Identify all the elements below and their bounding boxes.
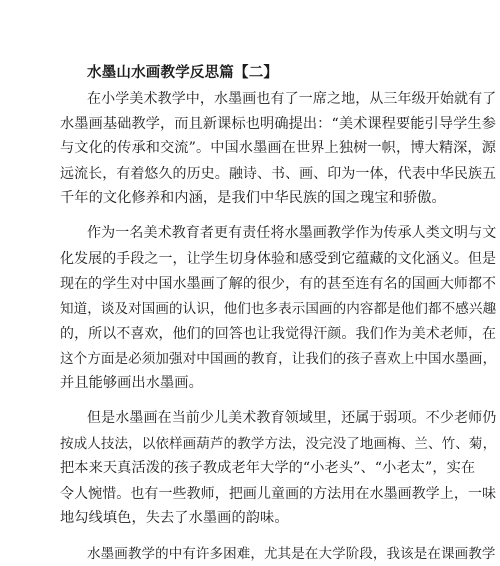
paragraph-2-line-2: 化发展的手段之一，让学生切身体验和感受到它蕴藏的文化涵义。但是 [60,251,497,268]
paragraph-1-line-1: 在小学美术教学中，水墨画也有了一席之地，从三年级开始就有了 [87,90,497,107]
paragraph-2-line-6: 这个方面是必须加强对中国画的教育，让我们的孩子喜欢上中国水墨画， [60,351,497,368]
paragraph-1-line-4: 远流长，有着悠久的历史。融诗、书、画、印为一体，代表中华民族五 [60,166,497,183]
paragraph-2-line-5: 的，所以不喜欢，他们的回答也让我觉得汗颜。我们作为美术老师，在 [60,326,497,343]
paragraph-1-line-2: 水墨画基础教学，而且新课标也明确提出：“美术课程要能引导学生参 [60,115,496,132]
paragraph-3-line-2: 按成人技法，以依样画葫芦的教学方法，没完没了地画梅、兰、竹、菊， [60,436,497,453]
paragraph-3-line-1: 但是水墨画在当前少儿美术教育领域里，还属于弱项。不少老师仍 [87,410,497,427]
paragraph-1-line-5: 千年的文化修养和内涵，是我们中华民族的国之瑰宝和骄傲。 [60,190,446,207]
paragraph-3-line-3: 把本来天真活泼的孩子教成老年大学的“小老头”、“小老太”，实在 [60,459,476,476]
paragraph-3-line-4: 令人惋惜。也有一些教师，把画儿童画的方法用在水墨画教学上，一味 [60,485,497,502]
document-title: 水墨山水画教学反思篇【二】 [87,64,279,81]
paragraph-3-line-5: 地勾线填色，失去了水墨画的韵味。 [60,509,289,526]
paragraph-1-line-3: 与文化的传承和交流”。中国水墨画在世界上独树一帜，博大精深，源 [60,140,496,157]
paragraph-2-line-3: 现在的学生对中国水墨画了解的很少，有的甚至连有名的国画大师都不 [60,276,497,293]
paragraph-2-line-7: 并且能够画出水墨画。 [60,374,203,391]
paragraph-2-line-1: 作为一名美术教育者更有责任将水墨画教学作为传承人类文明与文 [87,225,497,242]
paragraph-2-line-4: 知道，谈及对国画的认识，他们也多表示国画的内容都是他们都不感兴趣 [60,301,497,318]
paragraph-4-line-1: 水墨画教学的中有许多困难，尤其是在大学阶段，我该是在课画教学 [87,546,496,562]
